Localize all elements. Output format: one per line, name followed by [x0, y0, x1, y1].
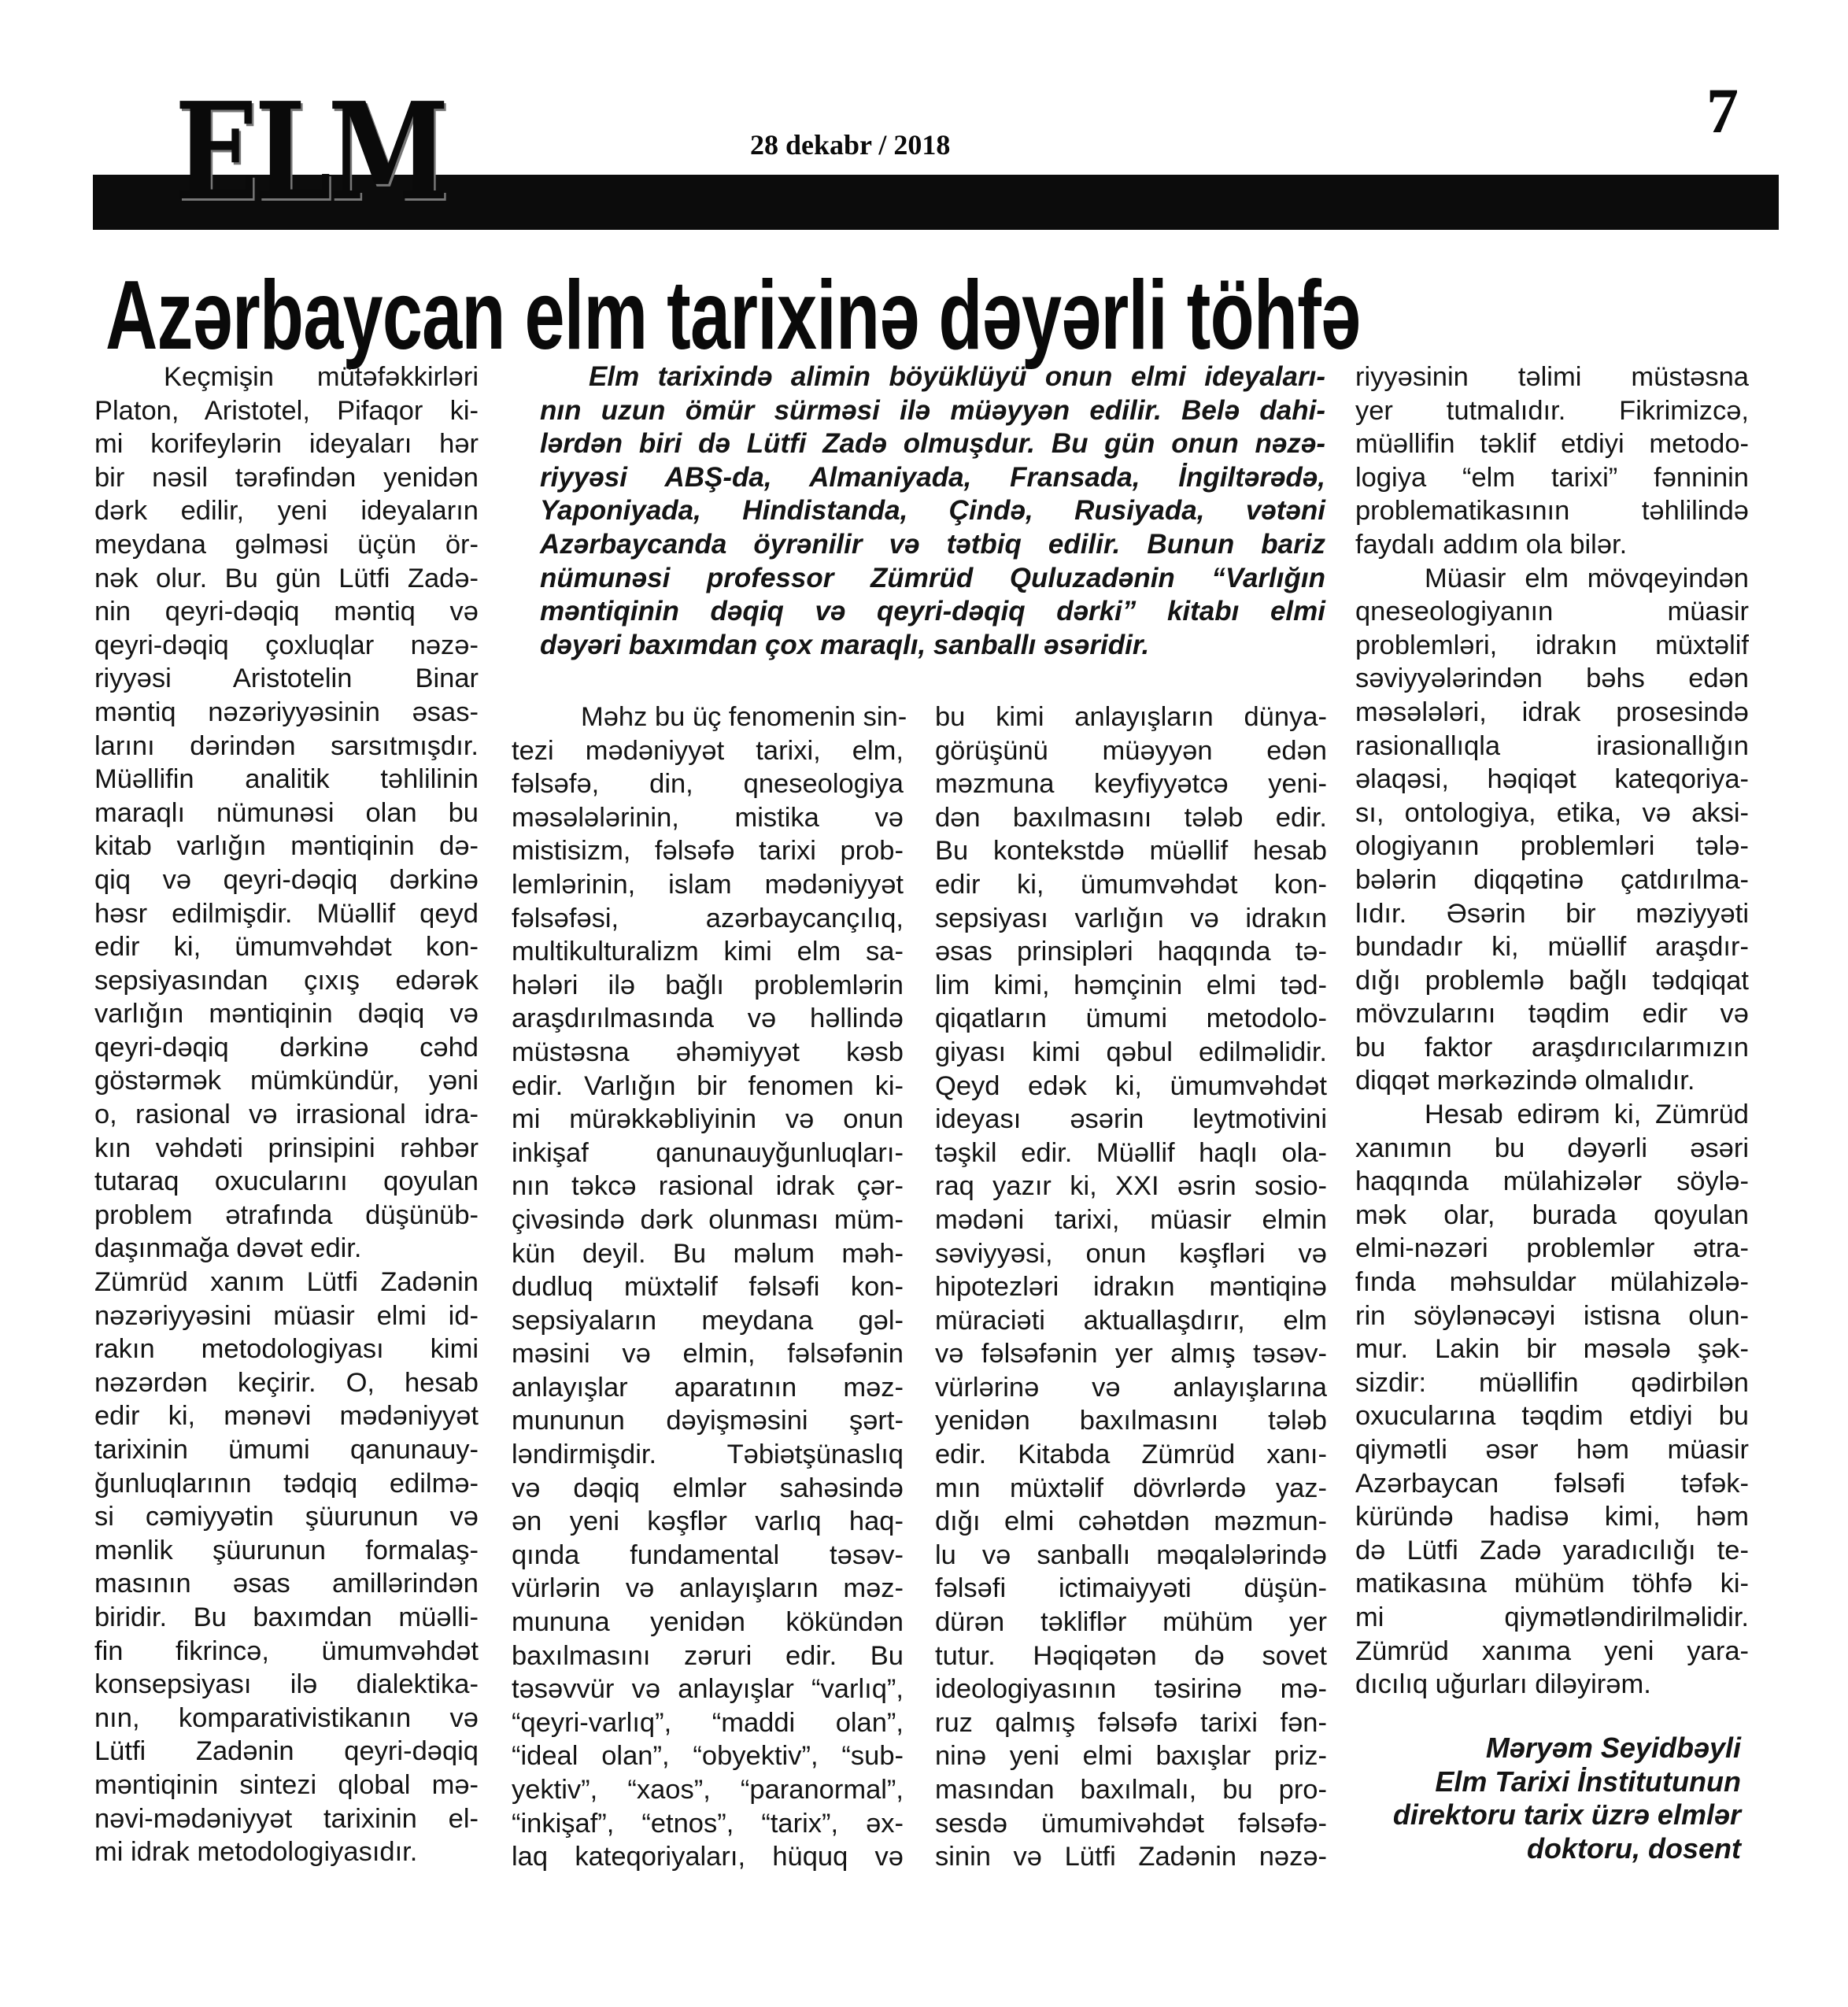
text-line: Keçmişin mütəfəkkirləri — [164, 362, 479, 392]
text-line: rakın metodologiyası kimi — [94, 1334, 479, 1365]
article-column-3 — [935, 700, 1327, 1874]
text-line: masının əsas amillərindən — [94, 1569, 479, 1599]
text-line: və dəqiq elmlər sahəsində — [512, 1473, 904, 1503]
author-signature — [1338, 1732, 1741, 1865]
text-line: müstəsna əhəmiyyət kəsb — [512, 1037, 904, 1067]
text-line: dürən təkliflər mühüm yer — [935, 1607, 1327, 1638]
article-headline: Azərbaycan elm tarixinə dəyərli töhfə — [105, 261, 1361, 370]
text-line: dığı problemlə bağlı tədqiqat — [1355, 965, 1749, 996]
text-line: sı, ontologiya, etika, və aksi- — [1355, 797, 1749, 828]
issue-date: 28 dekabr / 2018 — [750, 129, 951, 161]
text-line: giyası kimi qəbul edilməlidir. — [935, 1037, 1327, 1067]
text-line: təsəvvür və anlayışlar “varlıq”, — [512, 1674, 904, 1705]
text-line: mi qiymətləndirilməlidir. — [1355, 1602, 1749, 1632]
text-line: ən yeni kəşflər varlıq haq- — [512, 1506, 904, 1537]
text-line: qiq və qeyri-dəqiq dərkinə — [94, 864, 479, 895]
text-line: qiymətli əsər həm müasir — [1355, 1435, 1749, 1465]
text-line: Zümrüd xanım Lütfi Zadənin — [94, 1267, 479, 1298]
article-column-2 — [512, 700, 907, 1874]
text-line: bələrin diqqətinə çatdırılma- — [1355, 864, 1749, 895]
text-line: müraciəti aktuallaşdırır, elm — [935, 1305, 1327, 1336]
text-line: sepsiyasından çıxış edərək — [94, 965, 479, 996]
text-line: və fəlsəfənin yer almış təsəv- — [935, 1339, 1327, 1369]
text-line: rasionallıqla irasionallığın — [1355, 730, 1749, 761]
text-line: vürlərinə və anlayışlarına — [935, 1372, 1327, 1403]
text-line: “inkişaf”, “etnos”, “tarix”, əx- — [512, 1808, 904, 1839]
text-line: lərdən biri də Lütfi Zadə olmuşdur. Bu gün onun nəzə- — [540, 428, 1325, 460]
text-line: fəlsəfi ictimaiyyəti düşün- — [935, 1573, 1327, 1604]
author-affiliation: Elm Tarixi İnstitutunun — [1435, 1765, 1741, 1798]
text-line: faydalı addım ola bilər. — [1355, 529, 1628, 560]
text-line: mur. Lakin bir məsələ şək- — [1355, 1334, 1749, 1365]
text-line: hipotezləri idrakın məntiqinə — [935, 1272, 1327, 1303]
text-line: məntiqinin dəqiq və qeyri-dəqiq dərki” kitabı elmi — [540, 596, 1325, 627]
text-line: sesdə ümumivəhdət fəlsəfə- — [935, 1808, 1327, 1839]
text-line: mövzularını təqdim edir və — [1355, 999, 1749, 1029]
text-line: dəyəri baxımdan çox maraqlı, sanballı əsəridir. — [540, 629, 1150, 660]
text-line: göstərmək mümkündür, yəni — [94, 1066, 479, 1096]
text-line: edir ki, mənəvi mədəniyyət — [94, 1401, 479, 1432]
text-line: nümunəsi professor Zümrüd Quluzadənin “Varlığın — [540, 562, 1325, 593]
text-line: məntiq nəzəriyyəsinin əsas- — [94, 697, 479, 727]
article-column-4 — [1355, 360, 1749, 1702]
text-line: lıdır. Əsərin bir məziyyəti — [1355, 898, 1749, 929]
text-line: kitab varlığın məntiqinin də- — [94, 831, 479, 862]
text-line: masından baxılmalı, bu pro- — [935, 1775, 1327, 1805]
text-line: ideyası əsərin leytmotivini — [935, 1104, 1327, 1135]
text-line: Hesab edirəm ki, Zümrüd — [1425, 1100, 1749, 1130]
text-line: riyyəsi ABŞ-da, Almaniyada, Fransada, İngiltərədə, — [540, 461, 1325, 493]
text-line: sinin və Lütfi Zadənin nəzə- — [935, 1842, 1327, 1872]
article-column-1 — [94, 360, 479, 1869]
text-line: həsr edilmişdir. Müəllif qeyd — [94, 898, 479, 929]
text-line: dıcılıq uğurları diləyirəm. — [1355, 1669, 1651, 1700]
text-line: “qeyri-varlıq”, “maddi olan”, — [512, 1707, 904, 1738]
article-lead — [540, 360, 1325, 662]
text-line: raq yazır ki, XXI əsrin sosio- — [935, 1171, 1327, 1202]
text-line: qiqatların ümumi metodolo- — [935, 1004, 1327, 1034]
text-line: Azərbaycan fəlsəfi təfək- — [1355, 1468, 1749, 1499]
text-line: edir ki, ümumvəhdət kon- — [94, 932, 479, 963]
text-line: yer tutmalıdır. Fikrimizcə, — [1355, 395, 1749, 426]
text-line: məsini və elmin, fəlsəfənin — [512, 1339, 904, 1369]
text-line: kın vəhdəti prinsipini rəhbər — [94, 1133, 479, 1163]
text-line: mək olar, burada qoyulan — [1355, 1199, 1749, 1230]
text-line: ideologiyasının təsirinə mə- — [935, 1674, 1327, 1705]
text-line: küründə hadisə kimi, həm — [1355, 1502, 1749, 1532]
text-line: ğunluqlarının tədqiq edilmə- — [94, 1468, 479, 1499]
text-line: xanımın bu dəyərli əsəri — [1355, 1133, 1749, 1163]
text-line: dərk edilir, yeni ideyaların — [94, 496, 479, 527]
text-line: nin qeyri-dəqiq məntiq və — [94, 597, 479, 627]
text-line: daşınmağa dəvət edir. — [94, 1233, 362, 1264]
text-line: nın, komparativistikanın və — [94, 1702, 479, 1733]
text-line: dudluq müxtəlif fəlsəfi kon- — [512, 1272, 904, 1303]
text-line: əsas prinsipləri haqqında tə- — [935, 937, 1327, 967]
text-line: ləndirmişdir. Təbiətşünaslıq — [512, 1440, 904, 1470]
text-line: o, rasional və irrasional idra- — [94, 1100, 479, 1130]
text-line: inkişaf qanunauyğunluqları- — [512, 1137, 904, 1168]
text-line: yenidən baxılmasını tələb — [935, 1406, 1327, 1436]
text-line: tarixinin ümumi qanunauy- — [94, 1435, 479, 1465]
text-line: nəzəriyyəsini müasir elmi id- — [94, 1300, 479, 1331]
text-line: məsələləri, idrak prosesində — [1355, 697, 1749, 727]
text-line: də Lütfi Zadə yaradıcılığı te- — [1355, 1535, 1749, 1565]
text-line: səviyyəsi, onun kəşfləri və — [935, 1238, 1327, 1269]
text-line: fəlsəfə, din, qneseologiya — [512, 769, 904, 800]
text-line: mistisizm, fəlsəfə tarixi prob- — [512, 836, 904, 867]
text-line: bir nəsil tərəfindən yenidən — [94, 462, 479, 493]
text-line: çivəsində dərk olunması müm- — [512, 1204, 904, 1235]
text-line: sepsiyaların meydana gəl- — [512, 1305, 904, 1336]
page-number: 7 — [1706, 75, 1739, 146]
text-line: edir ki, ümumvəhdət kon- — [935, 869, 1327, 900]
text-line: Müasir elm mövqeyindən — [1425, 563, 1749, 593]
text-line: təşkil edir. Müəllif haqlı ola- — [935, 1137, 1327, 1168]
text-line: nın təkcə rasional idrak çər- — [512, 1171, 904, 1202]
text-line: Qeyd edək ki, ümumvəhdət — [935, 1070, 1327, 1101]
text-line: tutaraq oxucularını qoyulan — [94, 1166, 479, 1197]
text-line: mi idrak metodologiyasıdır. — [94, 1837, 418, 1868]
text-line: Zümrüd xanıma yeni yara- — [1355, 1636, 1749, 1666]
text-line: qneseologiyanın müasir — [1355, 597, 1749, 627]
text-line: bu kimi anlayışların dünya- — [935, 702, 1327, 732]
text-line: ologiyanın problemləri tələ- — [1355, 831, 1749, 862]
text-line: kün deyil. Bu məlum məh- — [512, 1238, 904, 1269]
text-line: hələri ilə bağlı problemlərin — [512, 970, 904, 1000]
text-line: nəzərdən keçirir. O, hesab — [94, 1367, 479, 1398]
text-line: tutur. Həqiqətən də sovet — [935, 1640, 1327, 1671]
author-name: Məryəm Seyidbəyli — [1485, 1732, 1741, 1764]
text-line: vürlərin və anlayışların məz- — [512, 1573, 904, 1604]
text-line: tezi mədəniyyət tarixi, elm, — [512, 735, 904, 766]
text-line: nın uzun ömür sürməsi ilə müəyyən edilir. Belə dahi- — [540, 394, 1325, 426]
text-line: bu faktor araşdırıcılarımızın — [1355, 1032, 1749, 1063]
text-line: varlığın məntiqinin dəqiq və — [94, 999, 479, 1029]
text-line: mununun dəyişməsini şərt- — [512, 1406, 904, 1436]
text-line: qında fundamental təsəv- — [512, 1539, 904, 1570]
text-line: edir. Kitabda Zümrüd xanı- — [935, 1440, 1327, 1470]
text-line: məzmuna keyfiyyətcə yeni- — [935, 769, 1327, 800]
text-line: oxucularına təqdim etdiyi bu — [1355, 1401, 1749, 1432]
text-line: məntiqinin sintezi qlobal mə- — [94, 1769, 479, 1800]
text-line: elmi-nəzəri problemlər ətra- — [1355, 1233, 1749, 1264]
newspaper-logo: ELM — [175, 73, 445, 231]
text-line: mi mürəkkəbliyinin və onun — [512, 1104, 904, 1135]
text-line: si cəmiyyətin şüurunun və — [94, 1502, 479, 1532]
text-line: laq kateqoriyaları, hüquq və — [512, 1842, 904, 1872]
text-line: multikulturalizm kimi elm sa- — [512, 937, 904, 967]
text-line: mın müxtəlif dövrlərdə yaz- — [935, 1473, 1327, 1503]
text-line: riyyəsi Aristotelin Binar — [94, 663, 479, 694]
text-line: məsələlərinin, mistika və — [512, 802, 904, 833]
text-line: görüşünü müəyyən edən — [935, 735, 1327, 766]
text-line: mi korifeylərin ideyaları hər — [94, 429, 479, 460]
text-line: ruz qalmış fəlsəfə tarixi fən- — [935, 1707, 1327, 1738]
text-line: diqqət mərkəzində olmalıdır. — [1355, 1066, 1695, 1096]
text-line: Müəllifin analitik təhlilinin — [94, 764, 479, 795]
text-line: haqqında mülahizələr söylə- — [1355, 1166, 1749, 1197]
text-line: nəvi-mədəniyyət tarixinin el- — [94, 1803, 479, 1834]
text-line: nək olur. Bu gün Lütfi Zadə- — [94, 563, 479, 593]
text-line: konsepsiyası ilə dialektika- — [94, 1669, 479, 1700]
text-line: araşdırılmasında və həllində — [512, 1004, 904, 1034]
text-line: mənlik şüurunun formalaş- — [94, 1535, 479, 1565]
text-line: səviyyələrindən bəhs edən — [1355, 663, 1749, 694]
text-line: qeyri-dəqiq dərkinə cəhd — [94, 1032, 479, 1063]
text-line: bundadır ki, müəllif araşdır- — [1355, 932, 1749, 963]
text-line: lu və sanballı məqalələrində — [935, 1539, 1327, 1570]
text-line: Lütfi Zadənin qeyri-dəqiq — [94, 1736, 479, 1767]
text-line: meydana gəlməsi üçün ör- — [94, 529, 479, 560]
text-line: “ideal olan”, “obyektiv”, “sub- — [512, 1741, 904, 1772]
text-line: rin söylənəcəyi istisna olun- — [1355, 1300, 1749, 1331]
text-line: logiya “elm tarixi” fənninin — [1355, 462, 1749, 493]
author-title: direktoru tarix üzrə elmlər — [1392, 1798, 1741, 1831]
text-line: Azərbaycanda öyrənilir və tətbiq edilir. Bunun bariz — [540, 528, 1325, 560]
text-line: sepsiyası varlığın və idrakın — [935, 903, 1327, 933]
text-line: Yaponiyada, Hindistanda, Çində, Rusiyada, vətəni — [540, 495, 1325, 527]
text-line: Platon, Aristotel, Pifaqor ki- — [94, 395, 479, 426]
text-line: problematikasının təhlilində — [1355, 496, 1749, 527]
text-line: fin fikrincə, ümumvəhdət — [94, 1636, 479, 1666]
text-line: lemlərinin, islam mədəniyyət — [512, 869, 904, 900]
text-line: lim kimi, həmçinin elmi təd- — [935, 970, 1327, 1000]
text-line: əlaqəsi, həqiqət kateqoriya- — [1355, 764, 1749, 795]
text-line: riyyəsinin təlimi müstəsna — [1355, 362, 1749, 392]
text-line: larını dərindən sarsıtmışdır. — [94, 730, 479, 761]
text-line: edir. Varlığın bir fenomen ki- — [512, 1070, 904, 1101]
text-line: mununa yenidən kökündən — [512, 1607, 904, 1638]
text-line: baxılmasını zəruri edir. Bu — [512, 1640, 904, 1671]
text-line: sizdir: müəllifin qədirbilən — [1355, 1367, 1749, 1398]
text-line: dığı elmi cəhətdən məzmun- — [935, 1506, 1327, 1537]
text-line: biridir. Bu baxımdan müəlli- — [94, 1602, 479, 1632]
text-line: problem ətrafında düşünüb- — [94, 1199, 479, 1230]
text-line: Məhz bu üç fenomenin sin- — [581, 702, 907, 732]
text-line: yektiv”, “xaos”, “paranormal”, — [512, 1775, 904, 1805]
author-degree: doktoru, dosent — [1527, 1831, 1741, 1865]
text-line: Elm tarixində alimin böyüklüyü onun elmi ideyaları- — [589, 361, 1325, 392]
text-line: qeyri-dəqiq çoxluqlar nəzə- — [94, 630, 479, 660]
text-line: Bu kontekstdə müəllif hesab — [935, 836, 1327, 867]
text-line: müəllifin təklif etdiyi metodo- — [1355, 429, 1749, 460]
text-line: mədəni tarixi, müasir elmin — [935, 1204, 1327, 1235]
text-line: ninə yeni elmi baxışlar priz- — [935, 1741, 1327, 1772]
text-line: matikasına mühüm töhfə ki- — [1355, 1569, 1749, 1599]
text-line: maraqlı nümunəsi olan bu — [94, 797, 479, 828]
text-line: fında məhsuldar mülahizələ- — [1355, 1267, 1749, 1298]
text-line: anlayışlar aparatının məz- — [512, 1372, 904, 1403]
text-line: dən baxılmasını tələb edir. — [935, 802, 1327, 833]
text-line: fəlsəfəsi, azərbaycançılıq, — [512, 903, 904, 933]
text-line: problemləri, idrakın müxtəlif — [1355, 630, 1749, 660]
